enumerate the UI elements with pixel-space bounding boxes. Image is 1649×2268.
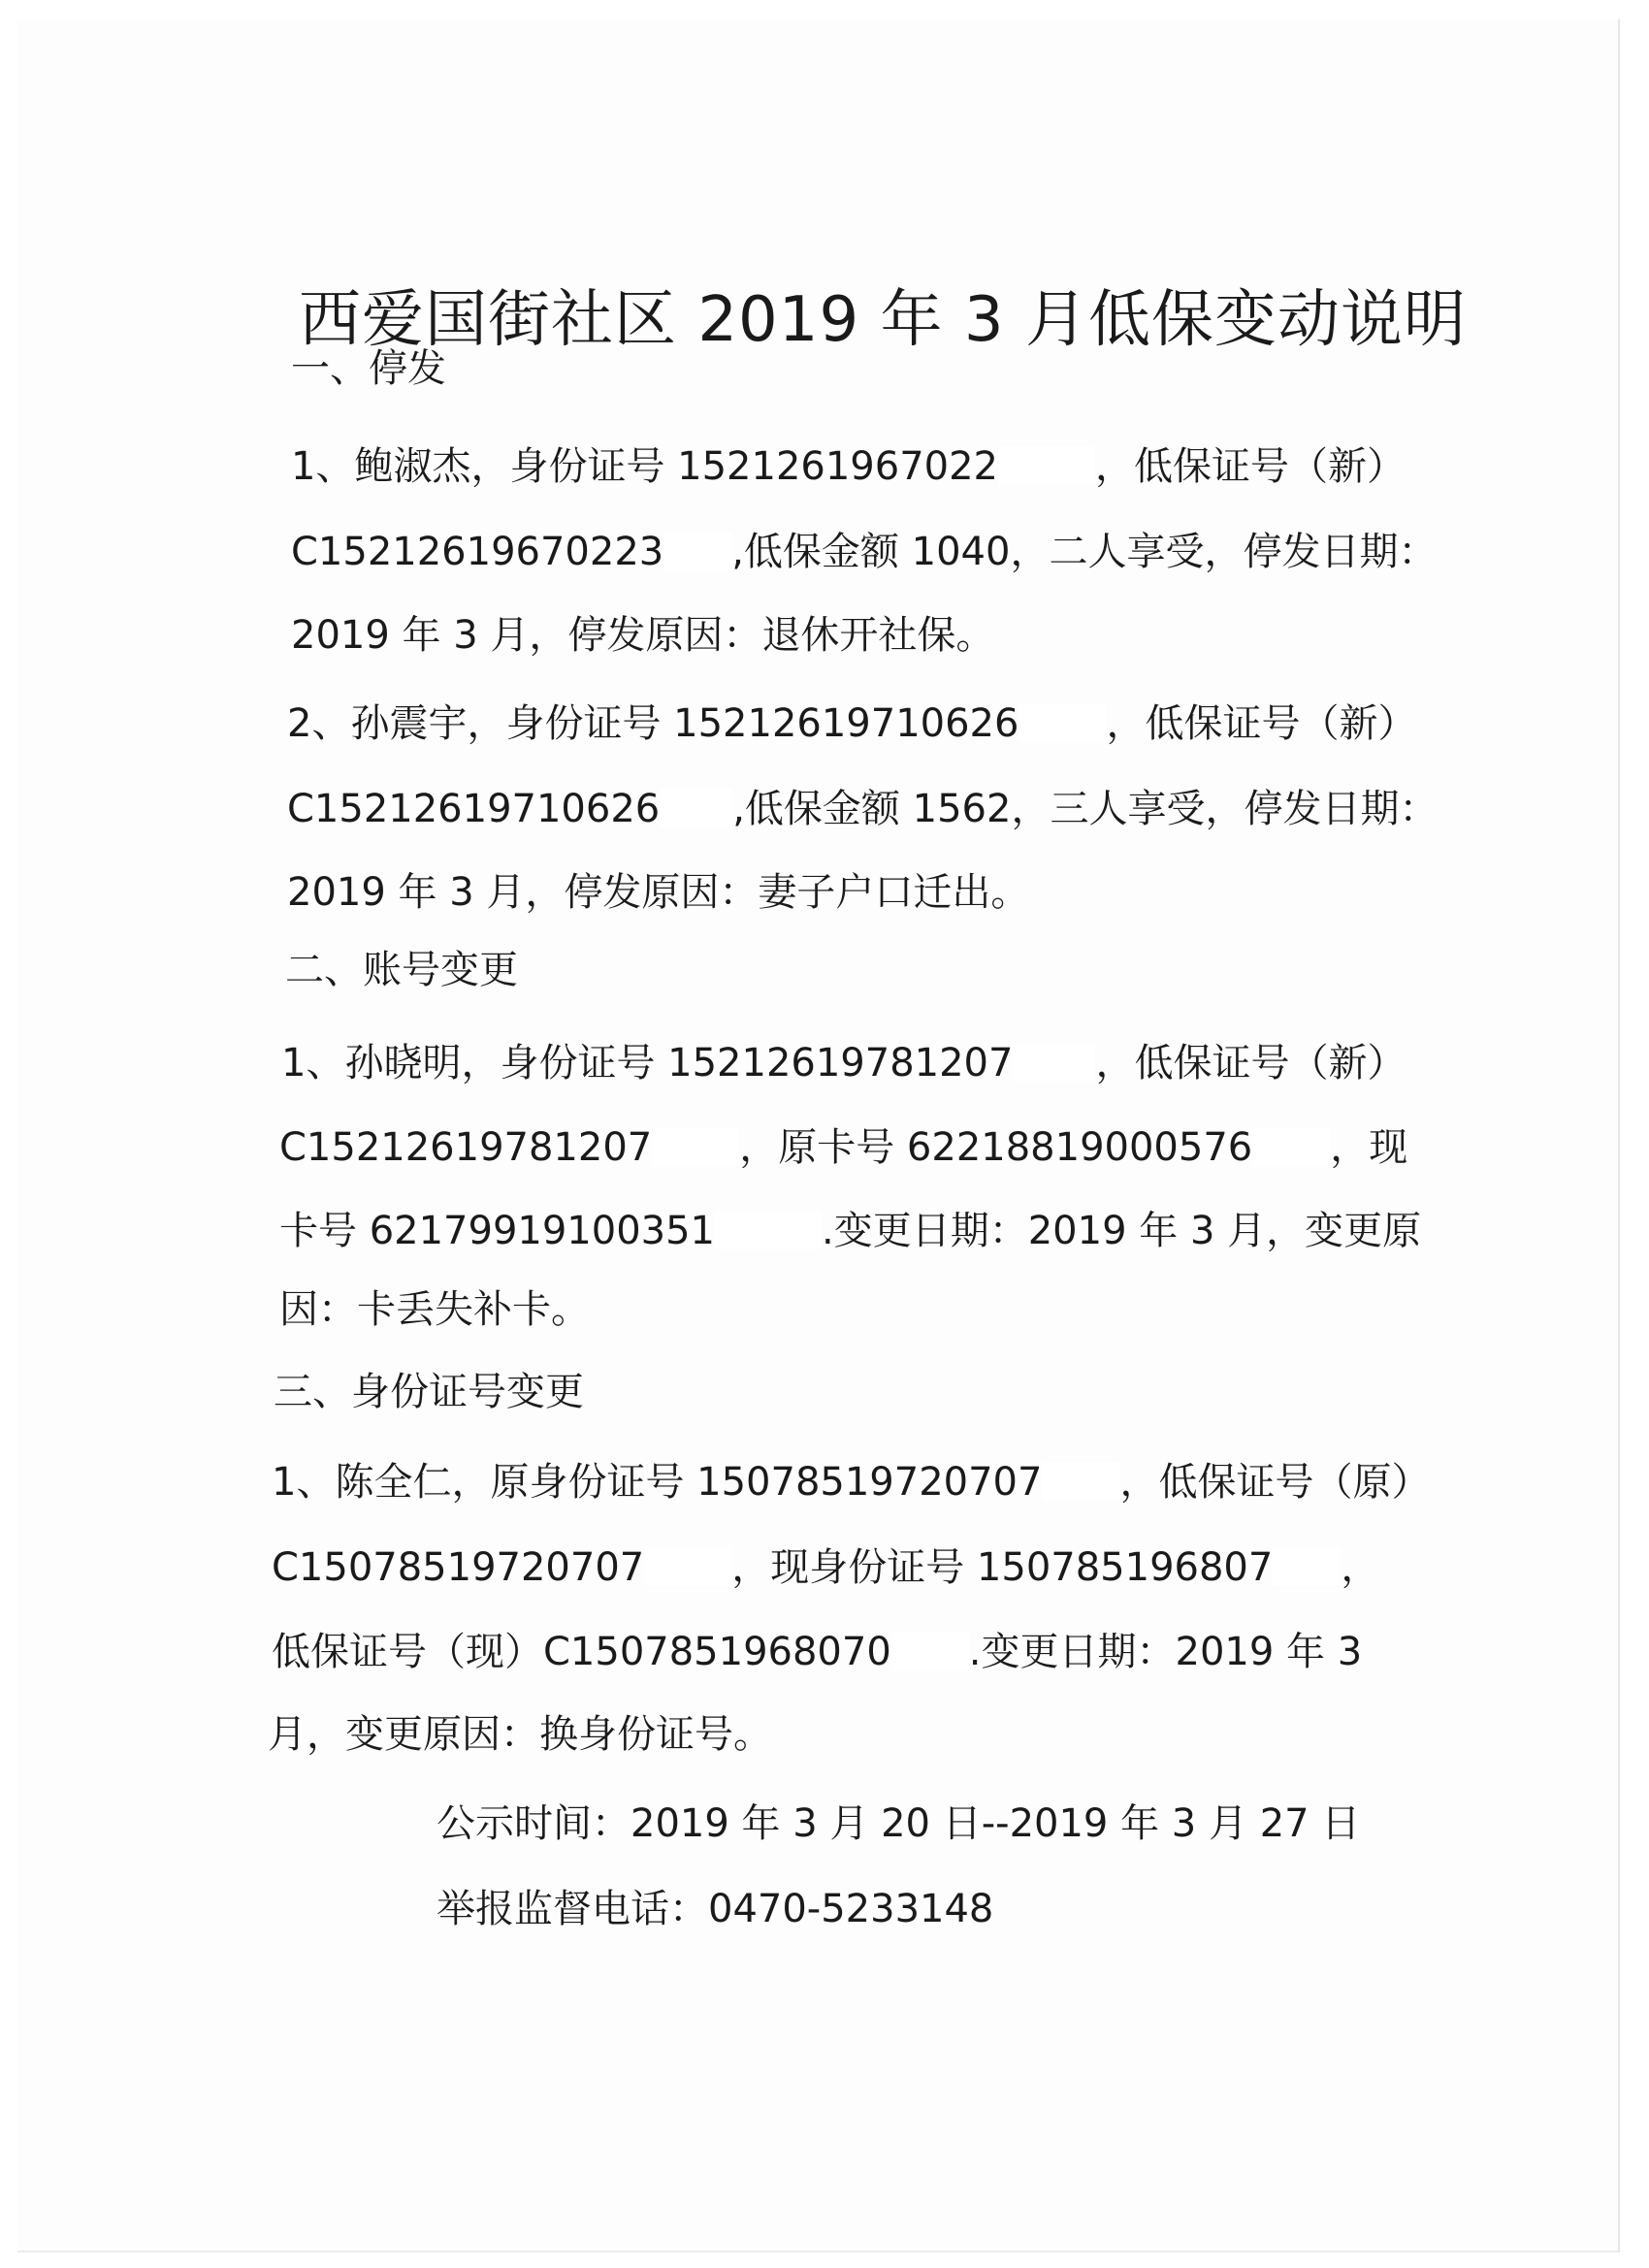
idchange-item1-line1	[272, 1460, 1431, 1505]
publicity-period: 公示时间：2019 年 3 月 20 日--2019 年 3 月 27 日	[436, 1801, 1361, 1846]
text-segment: 卡号 62179919100351	[279, 1209, 716, 1253]
text-segment: 2、孙震宇，身份证号 15212619710626	[287, 701, 1019, 746]
text-segment: ，低保证号（新）	[1095, 1041, 1406, 1085]
stop-item1-line2	[291, 530, 1438, 574]
stop-item1-line3: 2019 年 3 月，停发原因：退休开社保。	[291, 613, 995, 658]
text-segment: C15212619710626	[287, 787, 661, 831]
redaction-block	[652, 1127, 739, 1166]
text-segment: C15212619781207	[279, 1125, 653, 1170]
redaction-block	[1018, 703, 1106, 742]
text-segment: ，低保证号（新）	[1106, 701, 1417, 746]
redaction-block	[644, 1547, 731, 1586]
text-segment: .变更日期：2019 年 3 月，变更原	[822, 1209, 1422, 1253]
text-segment: ,低保金额 1562，三人享受，停发日期：	[732, 787, 1439, 831]
report-hotline: 举报监督电话：0470-5233148	[436, 1887, 994, 1931]
section-heading-idchange: 三、身份证号变更	[274, 1370, 584, 1414]
text-segment: C15078519720707	[272, 1545, 645, 1590]
text-segment: ，现	[1330, 1125, 1408, 1170]
idchange-item1-line2	[272, 1545, 1380, 1590]
text-segment: ，低保证号（新）	[1095, 444, 1406, 489]
text-segment: ，原卡号 62218819000576	[739, 1125, 1253, 1170]
account-item1-line3	[279, 1209, 1422, 1253]
text-segment: 1、陈全仁，原身份证号 15078519720707	[272, 1460, 1043, 1505]
redaction-block	[715, 1211, 822, 1249]
text-segment: 1、鲍淑杰，身份证号 1521261967022	[291, 444, 999, 489]
text-segment: ，	[1341, 1545, 1380, 1590]
text-segment: ,低保金额 1040，二人享受，停发日期：	[731, 530, 1438, 574]
redaction-block	[1273, 1547, 1341, 1586]
redaction-block	[1042, 1462, 1119, 1501]
stop-item2-line3: 2019 年 3 月，停发原因：妻子户口迁出。	[287, 870, 1030, 915]
account-item1-line2	[279, 1125, 1408, 1170]
text-segment: ，低保证号（原）	[1119, 1460, 1431, 1505]
idchange-item1-line3	[272, 1630, 1363, 1674]
text-segment: 低保证号（现）C1507851968070	[272, 1630, 891, 1674]
stop-item2-line1	[287, 701, 1417, 746]
section-heading-account: 二、账号变更	[285, 948, 518, 992]
account-item1-line4: 因：卡丢失补卡。	[279, 1287, 590, 1332]
redaction-block	[1252, 1127, 1330, 1166]
text-segment: C15212619670223	[291, 530, 664, 574]
stop-item1-line1	[291, 444, 1406, 489]
text-segment: ，现身份证号 150785196807	[731, 1545, 1274, 1590]
redaction-block	[1013, 1043, 1095, 1082]
document-title: 西爱国街社区 2019 年 3 月低保变动说明	[299, 284, 1467, 356]
text-segment: .变更日期：2019 年 3	[968, 1630, 1363, 1674]
account-item1-line1	[281, 1043, 1406, 1083]
section-heading-stop: 一、停发	[291, 346, 446, 391]
text-segment: 1、孙晓明，身份证号 15212619781207	[281, 1041, 1014, 1085]
document-page	[17, 19, 1620, 2252]
redaction-block	[891, 1632, 969, 1670]
redaction-block	[660, 789, 732, 827]
stop-item2-line2	[287, 787, 1439, 831]
idchange-item1-line4: 月，变更原因：换身份证号。	[268, 1712, 772, 1757]
redaction-block	[663, 532, 731, 570]
redaction-block	[998, 446, 1095, 485]
